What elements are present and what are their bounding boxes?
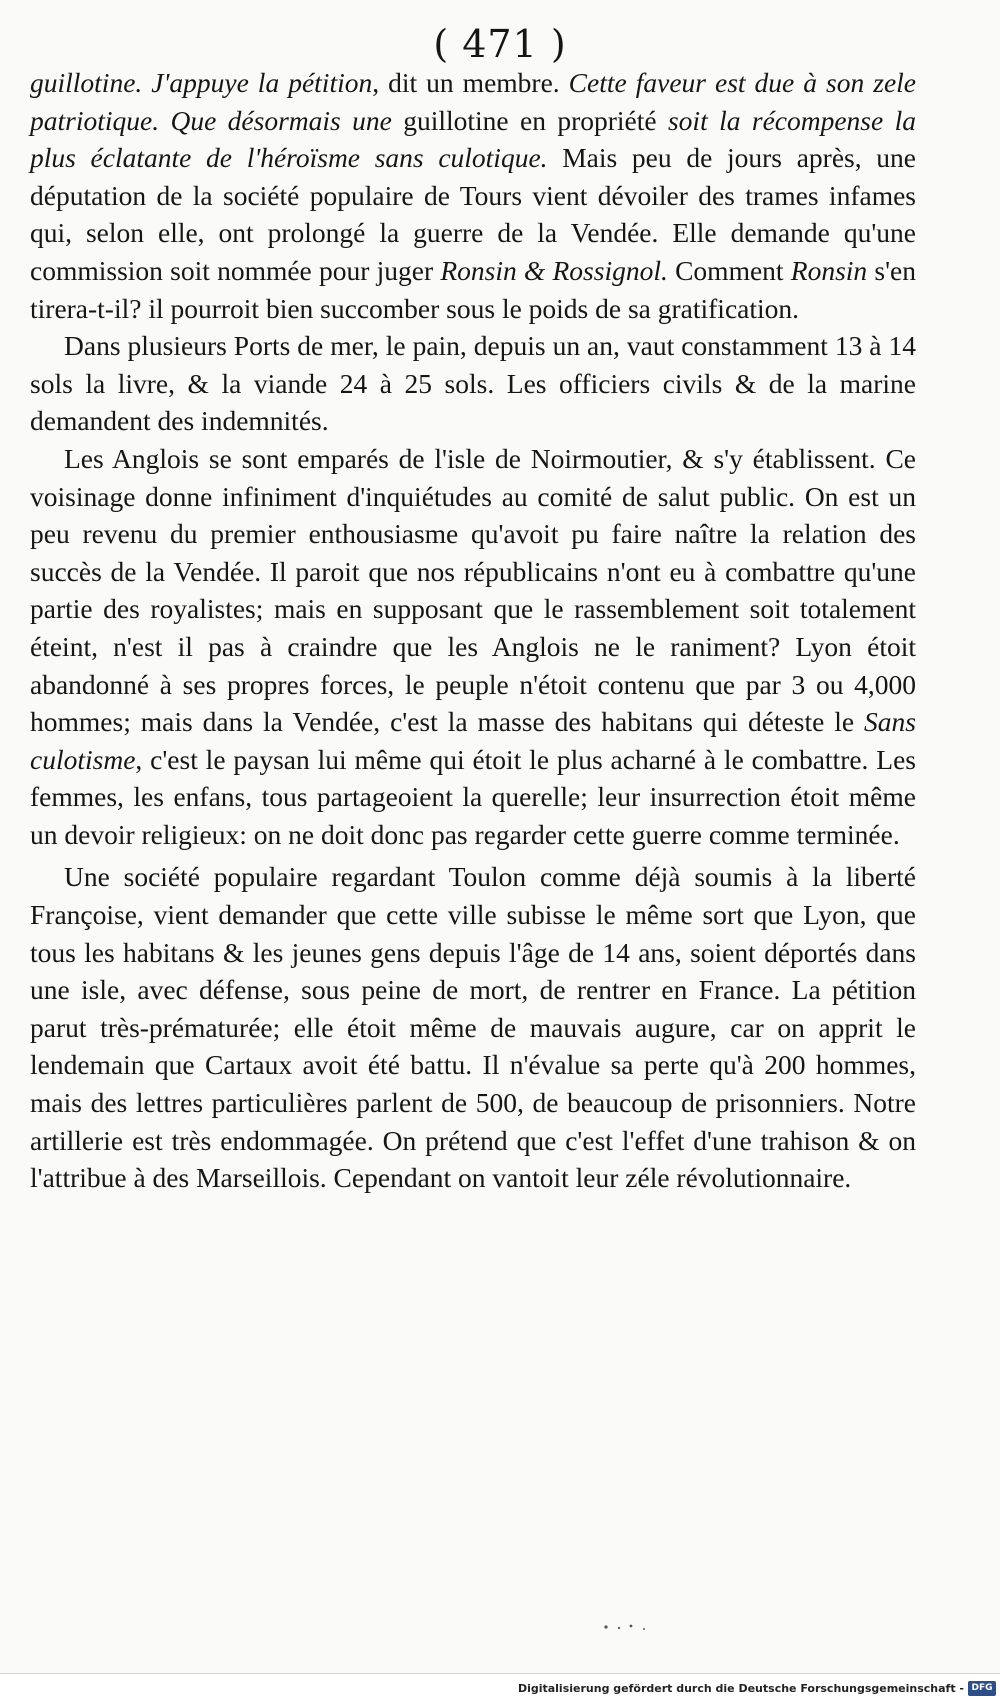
dfg-logo-icon: DFG	[968, 1681, 996, 1696]
paragraph	[30, 64, 916, 327]
page-number: ( 471 )	[433, 22, 567, 66]
text-run: Comment	[667, 254, 791, 286]
text-run: Mais peu de jours après, une députation de la société populaire de Tours vient dévoiler des trames infames qui, selon elle, ont prolongé la guerre de la Vendée. Elle demande qu'une commission soit nommée pour juger	[30, 142, 917, 286]
paragraph	[30, 858, 916, 1196]
paragraph	[30, 440, 916, 854]
body-text	[30, 64, 916, 1197]
footer-credit: Digitalisierung gefördert durch die Deutsche Forschungsgemeinschaft -	[517, 1682, 964, 1695]
italic-text: soit la récompense la plus éclatante de l'héroïsme sans culotique.	[30, 104, 916, 174]
italic-text: Ronsin & Rossignol.	[440, 254, 668, 286]
text-run: , c'est le paysan lui même qui étoit le plus acharné à le combattre. Les femmes, les enfans, tous partageoient la querelle; leur insurrection étoit même un devoir religieux: on ne doit donc pas regarder cette guerre comme terminée.	[30, 743, 916, 850]
italic-text: Ronsin	[790, 254, 868, 286]
paragraph	[30, 327, 916, 440]
italic-text: guillotine. J'appuye la pétition	[30, 67, 373, 98]
text-run: Dans plusieurs Ports de mer, le pain, depuis un an, vaut constamment 13 à 14 sols la livre, & la viande 24 à 25 sols. Les officiers civils & de la marine demandent des indemnités.	[30, 330, 916, 437]
italic-text: Cette faveur est due à son zele patriotique. Que désormais une	[30, 67, 916, 136]
italic-text: Sans culotisme	[30, 706, 916, 775]
text-run: guillotine en propriété	[391, 104, 668, 136]
text-run: Une société populaire regardant Toulon comme déjà soumis à la liberté Françoise, vient demander que cette ville subisse le même sort que Lyon, que tous les habitans & les jeunes gens depuis l'âge de 14 ans, soient déportés dans une isle, avec défense, sous peine de mort, de rentrer en France. La pétition parut très-prématurée; elle étoit même de mauvais augure, car on apprit le lendemain que Cartaux avoit été battu. Il n'évalue sa perte qu'à 200 hommes, mais des lettres particulières parlent de 500, de beaucoup de prisonniers. Notre artillerie est très endommagée. On prétend que c'est l'effet d'une trahison & on l'attribue à des Marseillois. Cependant on vantoit leur zéle révolutionnaire.	[30, 861, 916, 1194]
ink-specks	[600, 1620, 680, 1634]
text-run: s'en tirera-t-il? il pourroit bien succomber sous le poids de sa gratification.	[30, 254, 916, 324]
text-run: Les Anglois se sont emparés de l'isle de Noirmoutier, & s'y établissent. Ce voisinage donne infiniment d'inquiétudes au comité de salut public. On est un peu revenu du premier enthousiasme qu'avoit pu faire naître la relation des succès de la Vendée. Il paroit que nos républicains n'ont eu à combattre qu'une partie des royalistes; mais en supposant que le rassemblement soit totalement éteint, n'est il pas à craindre que les Anglois ne le raniment? Lyon étoit abandonné à ses propres forces, le peuple n'étoit contenu que par 3 ou 4,000 hommes; mais dans la Vendée, c'est la masse des habitans qui déteste le	[30, 442, 916, 738]
text-run: , dit un membre.	[372, 67, 569, 98]
digitization-footer	[0, 1673, 1000, 1700]
